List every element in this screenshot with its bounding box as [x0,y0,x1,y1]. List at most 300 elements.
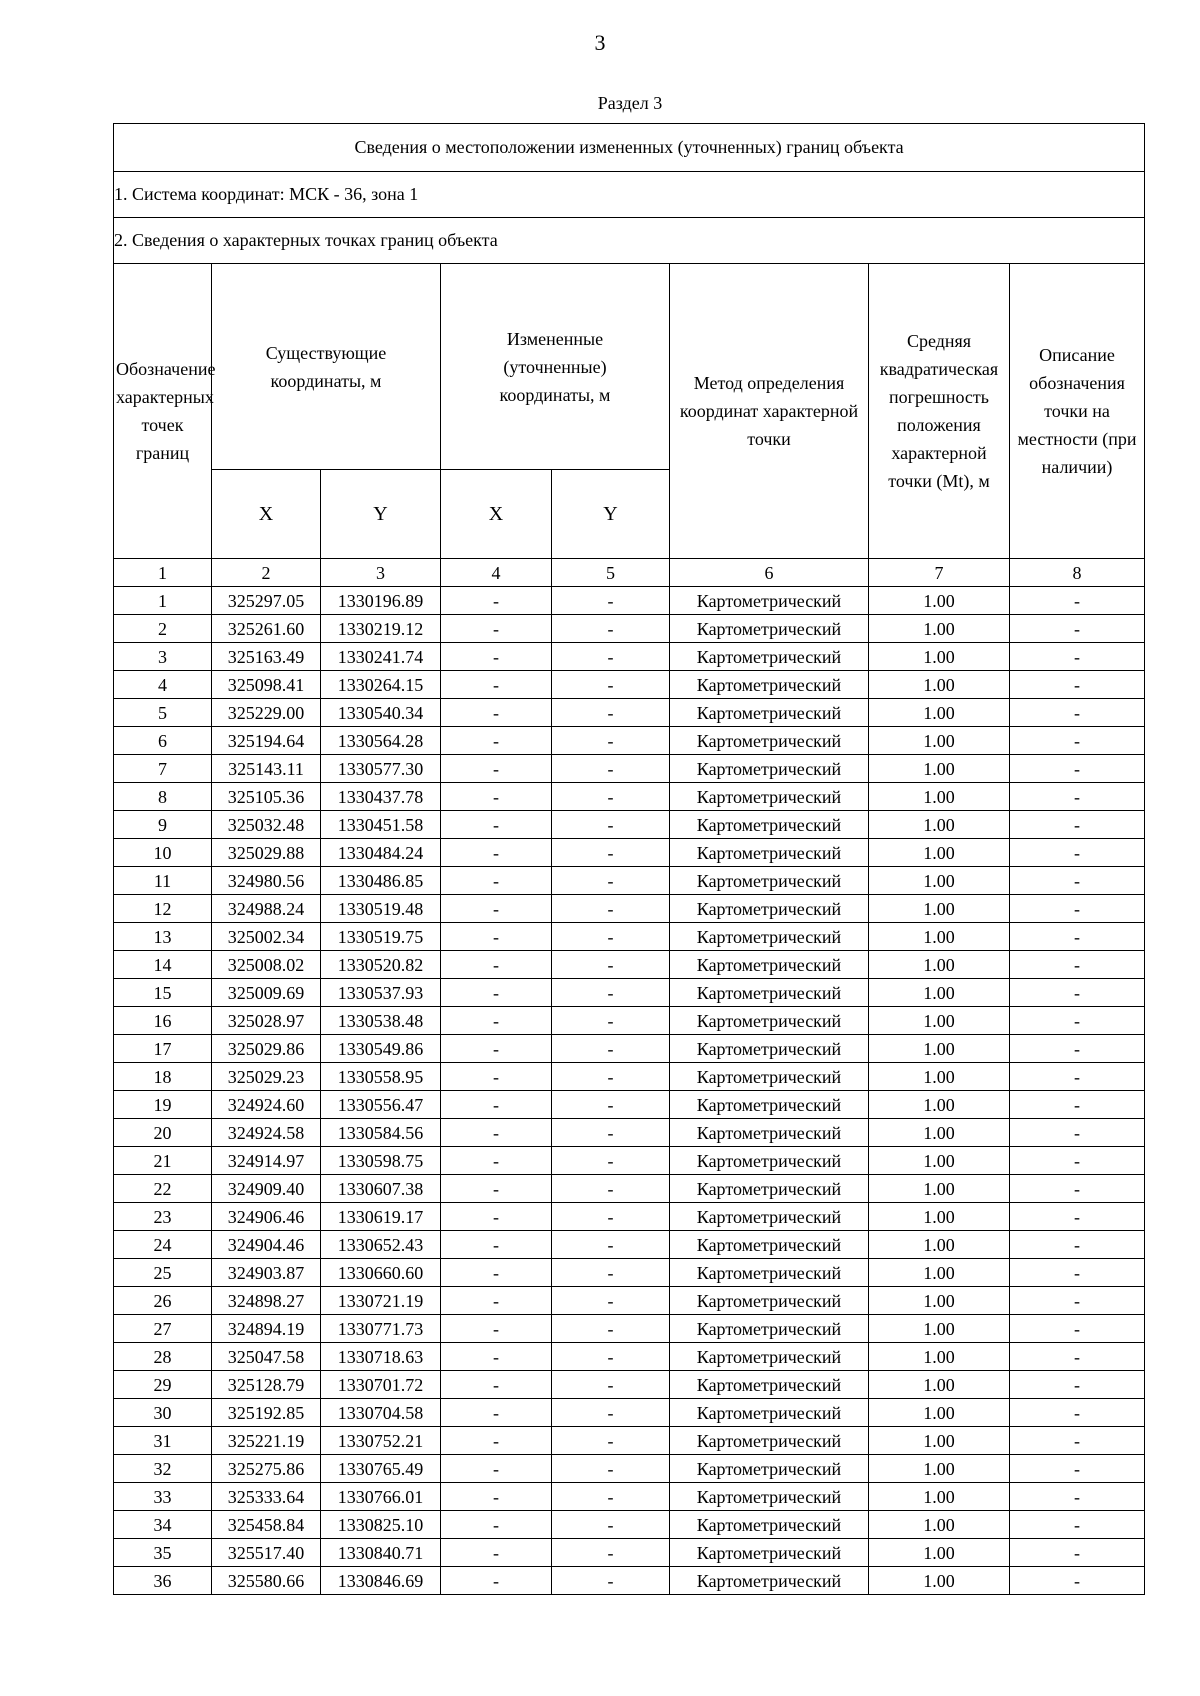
existing-x-cell: 325580.66 [212,1567,321,1595]
table-row [114,1539,1145,1567]
changed-x-cell: - [441,755,552,783]
changed-x-cell: - [441,1539,552,1567]
method-cell: Картометрический [670,1259,869,1287]
changed-y-cell: - [552,783,670,811]
changed-x-cell: - [441,1119,552,1147]
error-value-cell: 1.00 [869,1511,1010,1539]
method-cell: Картометрический [670,1343,869,1371]
changed-x-cell: - [441,1287,552,1315]
changed-x-cell: - [441,643,552,671]
error-value-cell: 1.00 [869,783,1010,811]
error-value-cell: 1.00 [869,895,1010,923]
changed-y-cell: - [552,923,670,951]
changed-x-cell: - [441,699,552,727]
point-number-cell: 23 [114,1203,212,1231]
method-cell: Картометрический [670,811,869,839]
existing-y-cell: 1330558.95 [321,1063,441,1091]
table-row [114,1147,1145,1175]
existing-x-cell: 325517.40 [212,1539,321,1567]
existing-x-cell: 324906.46 [212,1203,321,1231]
table-row [114,1371,1145,1399]
changed-y-cell: - [552,1511,670,1539]
column-number: 2 [212,559,321,587]
existing-y-cell: 1330652.43 [321,1231,441,1259]
header-error: Средняя квадратическая погрешность положения характерной точки (Mt), м [869,264,1010,559]
existing-y-cell: 1330846.69 [321,1567,441,1595]
existing-x-cell: 325163.49 [212,643,321,671]
point-number-cell: 29 [114,1371,212,1399]
method-cell: Картометрический [670,1539,869,1567]
existing-y-cell: 1330660.60 [321,1259,441,1287]
existing-y-cell: 1330840.71 [321,1539,441,1567]
column-number-row [114,559,1145,587]
changed-x-cell: - [441,951,552,979]
existing-y-cell: 1330598.75 [321,1147,441,1175]
page-number: 3 [594,30,606,55]
error-value-cell: 1.00 [869,1399,1010,1427]
changed-y-cell: - [552,1175,670,1203]
changed-y-cell: - [552,1455,670,1483]
point-number-cell: 20 [114,1119,212,1147]
table-row [114,979,1145,1007]
existing-x-cell: 324924.60 [212,1091,321,1119]
existing-x-cell: 325192.85 [212,1399,321,1427]
points-heading: 2. Сведения о характерных точках границ объекта [114,218,1145,264]
description-cell: - [1010,1231,1145,1259]
method-cell: Картометрический [670,951,869,979]
method-cell: Картометрический [670,895,869,923]
description-cell: - [1010,1091,1145,1119]
existing-y-cell: 1330451.58 [321,811,441,839]
changed-x-cell: - [441,615,552,643]
table-row [114,811,1145,839]
changed-y-cell: - [552,755,670,783]
error-value-cell: 1.00 [869,1427,1010,1455]
table-row [114,1483,1145,1511]
changed-y-cell: - [552,895,670,923]
description-cell: - [1010,1399,1145,1427]
description-cell: - [1010,1035,1145,1063]
changed-y-cell: - [552,951,670,979]
coordinate-system: 1. Система координат: МСК - 36, зона 1 [114,172,1145,218]
existing-y-cell: 1330537.93 [321,979,441,1007]
table-row [114,1287,1145,1315]
description-cell: - [1010,643,1145,671]
error-value-cell: 1.00 [869,1007,1010,1035]
error-value-cell: 1.00 [869,1483,1010,1511]
table-row [114,1175,1145,1203]
changed-x-cell: - [441,671,552,699]
existing-x-cell: 325029.88 [212,839,321,867]
changed-y-cell: - [552,1231,670,1259]
method-cell: Картометрический [670,1119,869,1147]
description-cell: - [1010,1007,1145,1035]
existing-x-cell: 325128.79 [212,1371,321,1399]
header-existing-x: X [212,470,321,559]
description-cell: - [1010,615,1145,643]
point-number-cell: 12 [114,895,212,923]
changed-x-cell: - [441,1399,552,1427]
point-number-cell: 2 [114,615,212,643]
existing-y-cell: 1330577.30 [321,755,441,783]
description-cell: - [1010,1063,1145,1091]
point-number-cell: 15 [114,979,212,1007]
point-number-cell: 11 [114,867,212,895]
table-row [114,1399,1145,1427]
point-number-cell: 27 [114,1315,212,1343]
header-existing-coords: Существующие координаты, м [212,264,441,470]
description-cell: - [1010,783,1145,811]
error-value-cell: 1.00 [869,1147,1010,1175]
changed-y-cell: - [552,811,670,839]
column-number: 7 [869,559,1010,587]
column-number: 4 [441,559,552,587]
error-value-cell: 1.00 [869,867,1010,895]
table-row [114,1091,1145,1119]
point-number-cell: 5 [114,699,212,727]
error-value-cell: 1.00 [869,727,1010,755]
error-value-cell: 1.00 [869,671,1010,699]
error-value-cell: 1.00 [869,699,1010,727]
description-cell: - [1010,1147,1145,1175]
point-number-cell: 6 [114,727,212,755]
changed-y-cell: - [552,1399,670,1427]
error-value-cell: 1.00 [869,1259,1010,1287]
method-cell: Картометрический [670,979,869,1007]
method-cell: Картометрический [670,727,869,755]
table-title: Сведения о местоположении измененных (уточненных) границ объекта [114,124,1145,172]
changed-y-cell: - [552,587,670,615]
existing-x-cell: 325229.00 [212,699,321,727]
table-row [114,643,1145,671]
existing-y-cell: 1330556.47 [321,1091,441,1119]
changed-x-cell: - [441,727,552,755]
changed-y-cell: - [552,1035,670,1063]
existing-x-cell: 325008.02 [212,951,321,979]
error-value-cell: 1.00 [869,1455,1010,1483]
table-row [114,1119,1145,1147]
point-number-cell: 35 [114,1539,212,1567]
table-row [114,1455,1145,1483]
method-cell: Картометрический [670,1063,869,1091]
changed-y-cell: - [552,671,670,699]
existing-y-cell: 1330538.48 [321,1007,441,1035]
existing-x-cell: 324924.58 [212,1119,321,1147]
description-cell: - [1010,1119,1145,1147]
changed-x-cell: - [441,1511,552,1539]
changed-y-cell: - [552,1287,670,1315]
description-cell: - [1010,811,1145,839]
error-value-cell: 1.00 [869,643,1010,671]
description-cell: - [1010,951,1145,979]
description-cell: - [1010,1315,1145,1343]
existing-x-cell: 325002.34 [212,923,321,951]
existing-y-cell: 1330564.28 [321,727,441,755]
changed-y-cell: - [552,1063,670,1091]
existing-x-cell: 325333.64 [212,1483,321,1511]
error-value-cell: 1.00 [869,839,1010,867]
existing-x-cell: 325029.86 [212,1035,321,1063]
existing-y-cell: 1330437.78 [321,783,441,811]
method-cell: Картометрический [670,1147,869,1175]
point-number-cell: 33 [114,1483,212,1511]
point-number-cell: 36 [114,1567,212,1595]
existing-y-cell: 1330196.89 [321,587,441,615]
existing-y-cell: 1330520.82 [321,951,441,979]
changed-x-cell: - [441,1259,552,1287]
changed-y-cell: - [552,643,670,671]
changed-x-cell: - [441,1427,552,1455]
point-number-cell: 22 [114,1175,212,1203]
table-row [114,1063,1145,1091]
existing-y-cell: 1330486.85 [321,867,441,895]
point-number-cell: 28 [114,1343,212,1371]
method-cell: Картометрический [670,783,869,811]
changed-y-cell: - [552,867,670,895]
point-number-cell: 30 [114,1399,212,1427]
header-designation: Обозначение характерных точек границ [114,264,212,559]
method-cell: Картометрический [670,1427,869,1455]
table-row [114,615,1145,643]
error-value-cell: 1.00 [869,1371,1010,1399]
method-cell: Картометрический [670,1399,869,1427]
header-method: Метод определения координат характерной точки [670,264,869,559]
description-cell: - [1010,1371,1145,1399]
changed-x-cell: - [441,1315,552,1343]
column-number: 1 [114,559,212,587]
existing-x-cell: 324904.46 [212,1231,321,1259]
description-cell: - [1010,755,1145,783]
column-number: 8 [1010,559,1145,587]
changed-x-cell: - [441,1035,552,1063]
header-changed-coords: Измененные (уточненные) координаты, м [441,264,670,470]
error-value-cell: 1.00 [869,1091,1010,1119]
table-row [114,1343,1145,1371]
error-value-cell: 1.00 [869,1343,1010,1371]
changed-x-cell: - [441,587,552,615]
existing-x-cell: 324909.40 [212,1175,321,1203]
description-cell: - [1010,839,1145,867]
description-cell: - [1010,1427,1145,1455]
point-number-cell: 32 [114,1455,212,1483]
table-row [114,1511,1145,1539]
existing-y-cell: 1330540.34 [321,699,441,727]
existing-x-cell: 325028.97 [212,1007,321,1035]
table-row [114,1007,1145,1035]
error-value-cell: 1.00 [869,587,1010,615]
existing-x-cell: 325275.86 [212,1455,321,1483]
error-value-cell: 1.00 [869,1287,1010,1315]
point-number-cell: 25 [114,1259,212,1287]
changed-x-cell: - [441,1567,552,1595]
point-number-cell: 8 [114,783,212,811]
column-number: 3 [321,559,441,587]
point-number-cell: 34 [114,1511,212,1539]
error-value-cell: 1.00 [869,1063,1010,1091]
table-row [114,951,1145,979]
changed-y-cell: - [552,1091,670,1119]
column-number: 5 [552,559,670,587]
description-cell: - [1010,727,1145,755]
changed-x-cell: - [441,979,552,1007]
changed-y-cell: - [552,1483,670,1511]
table-row [114,839,1145,867]
description-cell: - [1010,699,1145,727]
changed-y-cell: - [552,839,670,867]
header-description: Описание обозначения точки на местности (при наличии) [1010,264,1145,559]
description-cell: - [1010,979,1145,1007]
table-row [114,1035,1145,1063]
changed-x-cell: - [441,1455,552,1483]
existing-y-cell: 1330766.01 [321,1483,441,1511]
method-cell: Картометрический [670,1091,869,1119]
table-row [114,1203,1145,1231]
method-cell: Картометрический [670,1455,869,1483]
existing-y-cell: 1330549.86 [321,1035,441,1063]
method-cell: Картометрический [670,1035,869,1063]
changed-x-cell: - [441,1147,552,1175]
existing-x-cell: 324914.97 [212,1147,321,1175]
existing-x-cell: 324898.27 [212,1287,321,1315]
error-value-cell: 1.00 [869,923,1010,951]
header-changed-y: Y [552,470,670,559]
existing-y-cell: 1330519.48 [321,895,441,923]
changed-x-cell: - [441,867,552,895]
existing-y-cell: 1330219.12 [321,615,441,643]
changed-x-cell: - [441,1007,552,1035]
error-value-cell: 1.00 [869,1203,1010,1231]
error-value-cell: 1.00 [869,1175,1010,1203]
existing-y-cell: 1330701.72 [321,1371,441,1399]
table-row [114,1259,1145,1287]
existing-y-cell: 1330765.49 [321,1455,441,1483]
table-row [114,1427,1145,1455]
point-number-cell: 26 [114,1287,212,1315]
error-value-cell: 1.00 [869,951,1010,979]
changed-x-cell: - [441,1343,552,1371]
method-cell: Картометрический [670,615,869,643]
existing-y-cell: 1330752.21 [321,1427,441,1455]
description-cell: - [1010,671,1145,699]
point-number-cell: 13 [114,923,212,951]
method-cell: Картометрический [670,1483,869,1511]
existing-x-cell: 325009.69 [212,979,321,1007]
changed-y-cell: - [552,1427,670,1455]
method-cell: Картометрический [670,923,869,951]
point-number-cell: 9 [114,811,212,839]
existing-x-cell: 325143.11 [212,755,321,783]
changed-y-cell: - [552,1539,670,1567]
changed-y-cell: - [552,1343,670,1371]
table-row [114,895,1145,923]
existing-x-cell: 325029.23 [212,1063,321,1091]
method-cell: Картометрический [670,1007,869,1035]
existing-x-cell: 325297.05 [212,587,321,615]
changed-x-cell: - [441,1483,552,1511]
existing-y-cell: 1330584.56 [321,1119,441,1147]
method-cell: Картометрический [670,839,869,867]
changed-x-cell: - [441,1091,552,1119]
existing-x-cell: 325098.41 [212,671,321,699]
point-number-cell: 10 [114,839,212,867]
description-cell: - [1010,1539,1145,1567]
method-cell: Картометрический [670,1287,869,1315]
header-changed-x: X [441,470,552,559]
point-number-cell: 18 [114,1063,212,1091]
method-cell: Картометрический [670,1511,869,1539]
method-cell: Картометрический [670,699,869,727]
existing-x-cell: 324894.19 [212,1315,321,1343]
point-number-cell: 14 [114,951,212,979]
method-cell: Картометрический [670,1175,869,1203]
changed-y-cell: - [552,1567,670,1595]
existing-x-cell: 325194.64 [212,727,321,755]
method-cell: Картометрический [670,1315,869,1343]
changed-x-cell: - [441,811,552,839]
description-cell: - [1010,1343,1145,1371]
description-cell: - [1010,1567,1145,1595]
changed-y-cell: - [552,1147,670,1175]
error-value-cell: 1.00 [869,979,1010,1007]
error-value-cell: 1.00 [869,1567,1010,1595]
point-number-cell: 24 [114,1231,212,1259]
existing-y-cell: 1330484.24 [321,839,441,867]
error-value-cell: 1.00 [869,1119,1010,1147]
existing-y-cell: 1330718.63 [321,1343,441,1371]
table-row [114,1315,1145,1343]
changed-x-cell: - [441,1371,552,1399]
changed-y-cell: - [552,1315,670,1343]
existing-y-cell: 1330619.17 [321,1203,441,1231]
changed-y-cell: - [552,727,670,755]
existing-y-cell: 1330825.10 [321,1511,441,1539]
existing-x-cell: 325032.48 [212,811,321,839]
description-cell: - [1010,1455,1145,1483]
point-number-cell: 16 [114,1007,212,1035]
column-number: 6 [670,559,869,587]
method-cell: Картометрический [670,867,869,895]
section-title: Раздел 3 [597,93,663,113]
table-row [114,1567,1145,1595]
existing-y-cell: 1330704.58 [321,1399,441,1427]
changed-x-cell: - [441,895,552,923]
table-row [114,923,1145,951]
existing-x-cell: 324903.87 [212,1259,321,1287]
description-cell: - [1010,1483,1145,1511]
existing-x-cell: 325261.60 [212,615,321,643]
description-cell: - [1010,923,1145,951]
changed-y-cell: - [552,699,670,727]
description-cell: - [1010,1511,1145,1539]
error-value-cell: 1.00 [869,755,1010,783]
existing-y-cell: 1330721.19 [321,1287,441,1315]
error-value-cell: 1.00 [869,1315,1010,1343]
method-cell: Картометрический [670,643,869,671]
point-number-cell: 21 [114,1147,212,1175]
changed-x-cell: - [441,1063,552,1091]
error-value-cell: 1.00 [869,615,1010,643]
table-row [114,1231,1145,1259]
description-cell: - [1010,1203,1145,1231]
table-row [114,867,1145,895]
changed-y-cell: - [552,1119,670,1147]
point-number-cell: 7 [114,755,212,783]
changed-y-cell: - [552,1259,670,1287]
description-cell: - [1010,1287,1145,1315]
existing-y-cell: 1330607.38 [321,1175,441,1203]
header-existing-y: Y [321,470,441,559]
description-cell: - [1010,1259,1145,1287]
